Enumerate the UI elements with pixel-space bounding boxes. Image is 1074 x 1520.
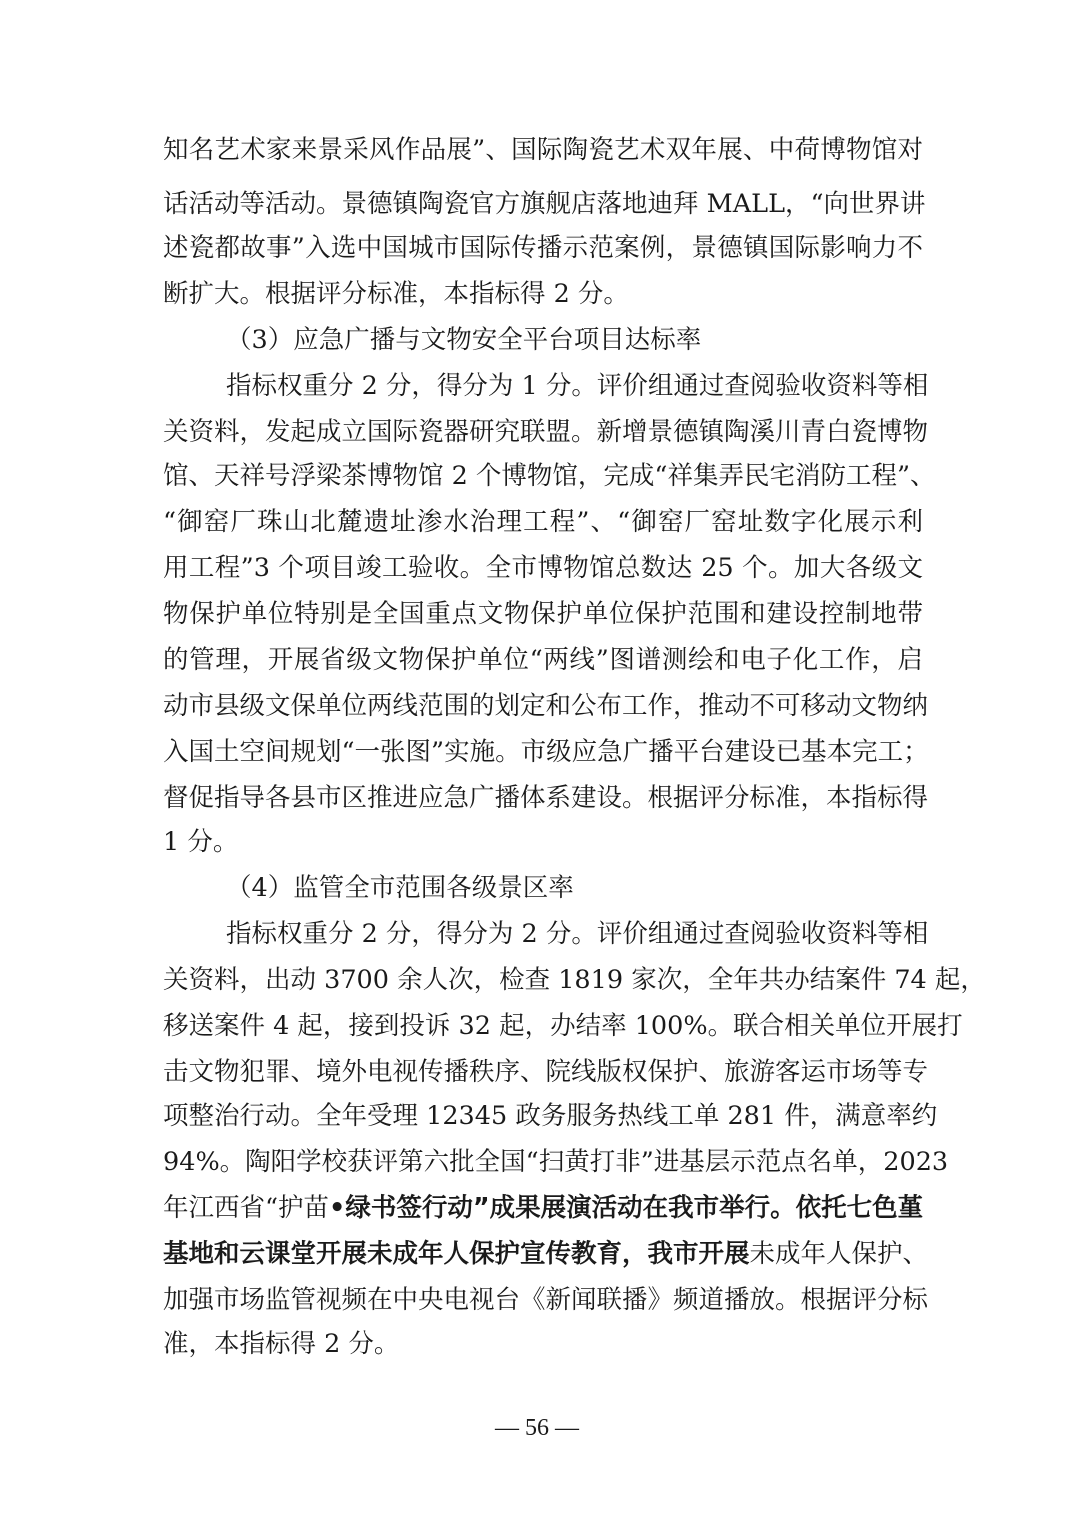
paragraph-line-mixed xyxy=(163,1232,929,1276)
text-segment: 年江西省“护苗 xyxy=(163,1193,330,1223)
paragraph-line: 的管理，开展省级文物保护单位“两线”图谱测绘和电子化工作，启 xyxy=(163,645,923,675)
paragraph-line: 94%。陶阳学校获评第六批全国“扫黄打非”进基层示范点名单，2023 xyxy=(163,1147,949,1177)
paragraph-line: 物保护单位特别是全国重点文物保护单位保护范围和建设控制地带 xyxy=(163,599,923,629)
paragraph-line: 指标权重分 2 分，得分为 2 分。评价组通过查阅验收资料等相 xyxy=(226,919,929,949)
paragraph-line: 馆、天祥号浮梁茶博物馆 2 个博物馆，完成“祥集弄民宅消防工程”、 xyxy=(163,461,936,491)
paragraph-line: 用工程”3 个项目竣工验收。全市博物馆总数达 25 个。加大各级文 xyxy=(163,553,923,583)
paragraph-line: “御窑厂珠山北麓遗址渗水治理工程”、“御窑厂窑址数字化展示利 xyxy=(163,507,923,537)
paragraph-line: 指标权重分 2 分，得分为 1 分。评价组通过查阅验收资料等相 xyxy=(226,371,929,401)
paragraph-line: 1 分。 xyxy=(163,827,239,857)
text-segment: 未成年人保护、 xyxy=(749,1239,929,1269)
paragraph-line: 知名艺术家来景采风作品展”、国际陶瓷艺术双年展、中荷博物馆对 xyxy=(163,135,923,165)
paragraph-line: 移送案件 4 起，接到投诉 32 起，办结率 100%。联合相关单位开展打 xyxy=(163,1011,963,1041)
paragraph-line: 关资料，发起成立国际瓷器研究联盟。新增景德镇陶溪川青白瓷博物 xyxy=(163,417,929,447)
page-number: — 56 — xyxy=(495,1415,579,1441)
paragraph-line: 话活动等活动。景德镇陶瓷官方旗舰店落地迪拜 MALL，“向世界讲 xyxy=(163,189,926,219)
paragraph-line: 项整治行动。全年受理 12345 政务服务热线工单 281 件，满意率约 xyxy=(163,1101,938,1131)
section-heading-3: （3）应急广播与文物安全平台项目达标率 xyxy=(226,325,702,355)
bold-text-segment: 基地和云课堂开展未成年人保护宣传教育，我市开展 xyxy=(163,1239,750,1269)
paragraph-line: 准，本指标得 2 分。 xyxy=(163,1329,400,1359)
paragraph-line: 督促指导各县市区推进应急广播体系建设。根据评分标准，本指标得 xyxy=(163,783,929,813)
bold-text-segment: •绿书签行动”成果展演活动在我市举行。依托七色堇 xyxy=(329,1193,924,1223)
paragraph-line-mixed xyxy=(163,1186,923,1230)
paragraph-line: 击文物犯罪、境外电视传播秩序、院线版权保护、旅游客运市场等专 xyxy=(163,1057,929,1087)
section-heading-4: （4）监管全市范围各级景区率 xyxy=(226,873,574,903)
paragraph-line: 断扩大。根据评分标准，本指标得 2 分。 xyxy=(163,279,629,309)
paragraph-line: 入国土空间规划“一张图”实施。市级应急广播平台建设已基本完工； xyxy=(163,737,929,767)
paragraph-line: 关资料，出动 3700 余人次，检查 1819 家次，全年共办结案件 74 起， xyxy=(163,965,986,995)
paragraph-line: 动市县级文保单位两线范围的划定和公布工作，推动不可移动文物纳 xyxy=(163,691,929,721)
paragraph-line: 述瓷都故事”入选中国城市国际传播示范案例，景德镇国际影响力不 xyxy=(163,233,923,263)
paragraph-line: 加强市场监管视频在中央电视台《新闻联播》频道播放。根据评分标 xyxy=(163,1285,929,1315)
